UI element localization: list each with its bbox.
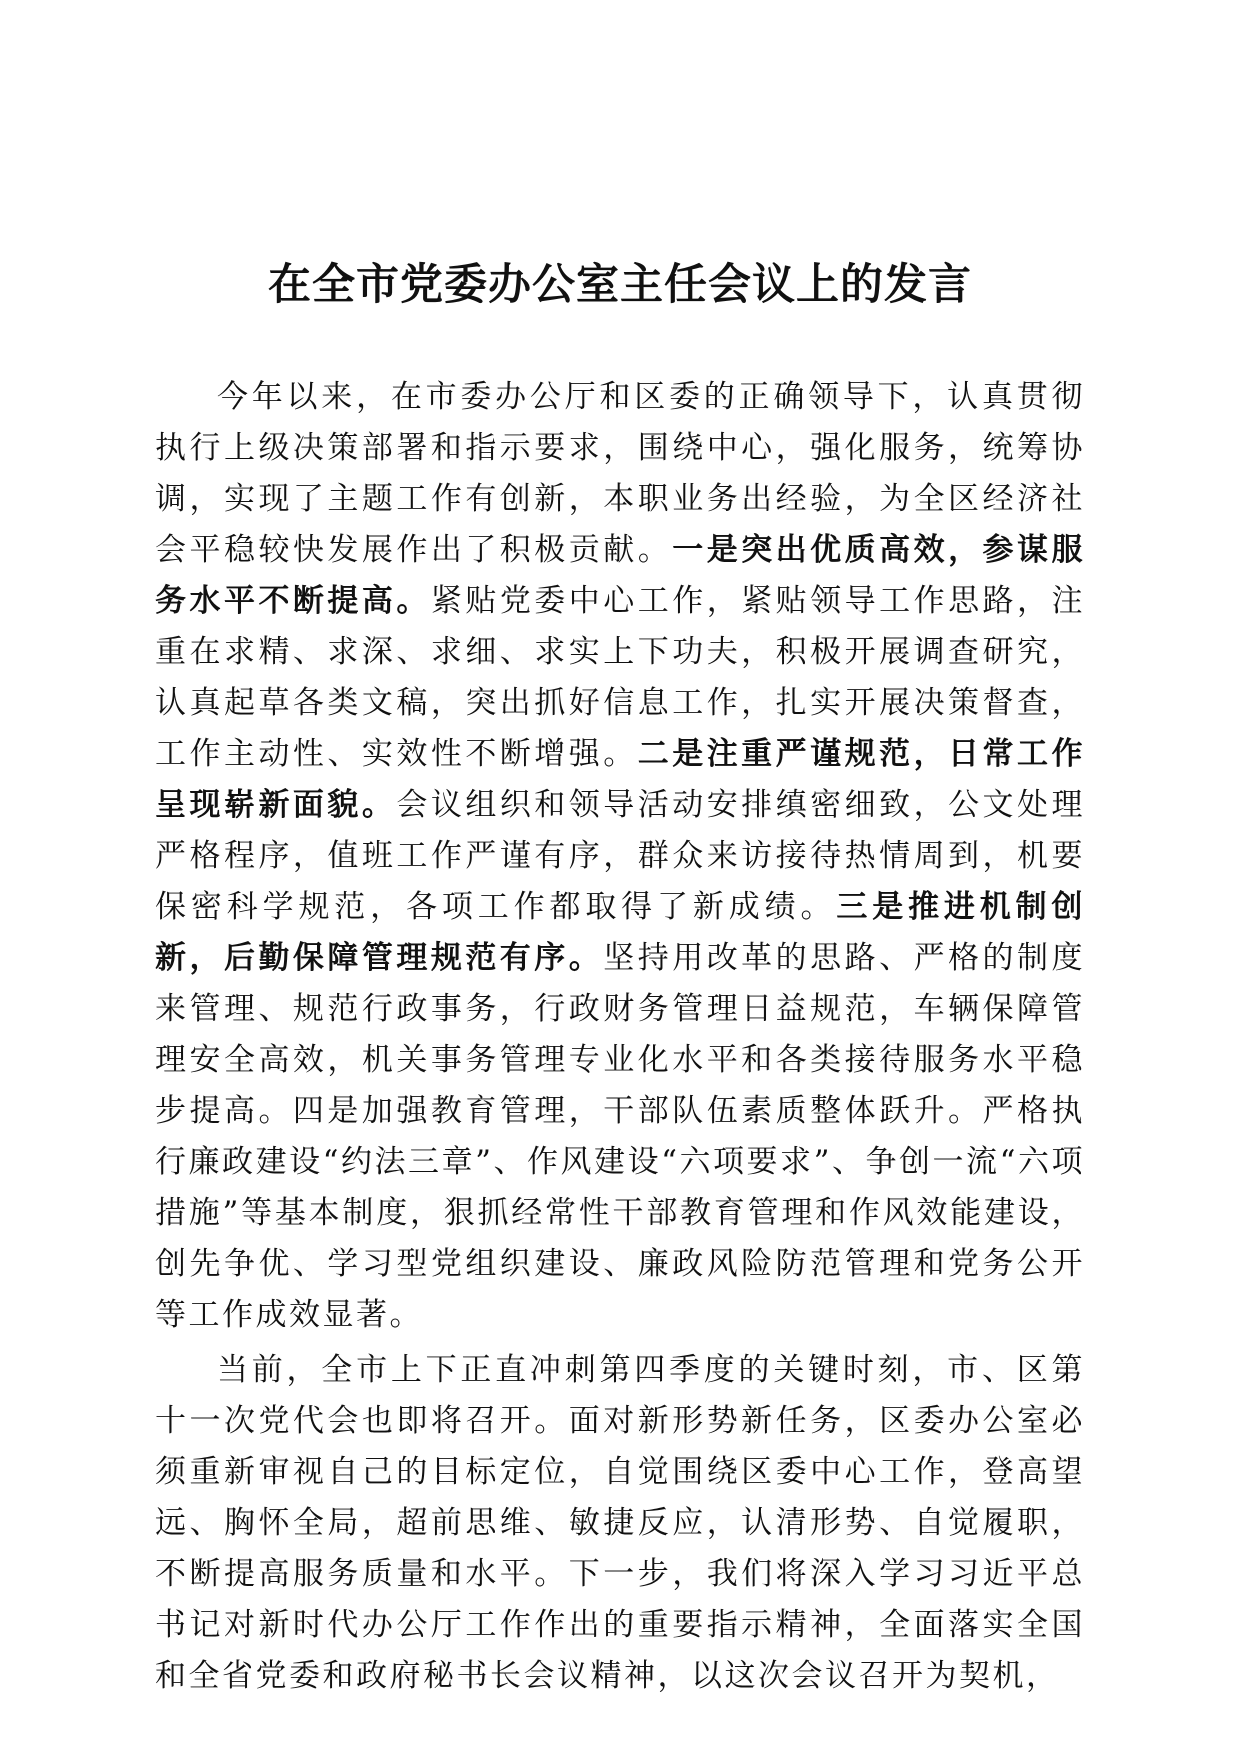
- paragraph-achievements: [155, 372, 1085, 1341]
- point2-body: 会议组织和领导活动安排缜密细致，公文处理严格程序，值班工作严谨有序，群众来访接待热情周到，机要保密科学规范，各项工作都取得了新成绩。: [155, 787, 1086, 925]
- point1-heading: 一是突出优质高效，参谋服务水平不断提高。: [155, 532, 1086, 619]
- point2-heading: 二是注重严谨规范，日常工作呈现崭新面貌。: [155, 736, 1086, 823]
- paragraph-next-steps: 当前，全市上下正直冲刺第四季度的关键时刻，市、区第十一次党代会也即将召开。面对新形势新任务，区委办公室必须重新审视自己的目标定位，自觉围绕区委中心工作，登高望远、胸怀全局，超前思维、敏捷反应，认清形势、自觉履职，不断提高服务质量和水平。下一步，我们将深入学习习近平总书记对新时代办公厅工作作出的重要指示精神，全面落实全国和全省党委和政府秘书长会议精神，以这次会议召开为契机，: [155, 1352, 1085, 1694]
- point3-heading: 三是推进机制创新，后勤保障管理规范有序。: [155, 889, 1086, 976]
- document-body: [155, 372, 1085, 1702]
- point3-body: 坚持用改革的思路、严格的制度来管理、规范行政事务，行政财务管理日益规范，车辆保障管理安全高效，机关事务管理专业化水平和各类接待服务水平稳步提高。四是加强教育管理，干部队伍素质整体跃升。严格执行廉政建设“约法三章”、作风建设“六项要求”、争创一流“六项措施”等基本制度，狠抓经常性干部教育管理和作风效能建设，创先争优、学习型党组织建设、廉政风险防范管理和党务公开等工作成效显著。: [155, 940, 1085, 1333]
- point1-body: 紧贴党委中心工作，紧贴领导工作思路，注重在求精、求深、求细、求实上下功夫，积极开展调查研究，认真起草各类文稿，突出抓好信息工作，扎实开展决策督查，工作主动性、实效性不断增强。: [155, 583, 1086, 772]
- paragraph-intro: 今年以来，在市委办公厅和区委的正确领导下，认真贯彻执行上级决策部署和指示要求，围绕中心，强化服务，统筹协调，实现了主题工作有创新，本职业务出经验，为全区经济社会平稳较快发展作出了积极贡献。: [155, 379, 1085, 568]
- document-title: 在全市党委办公室主任会议上的发言: [268, 260, 972, 310]
